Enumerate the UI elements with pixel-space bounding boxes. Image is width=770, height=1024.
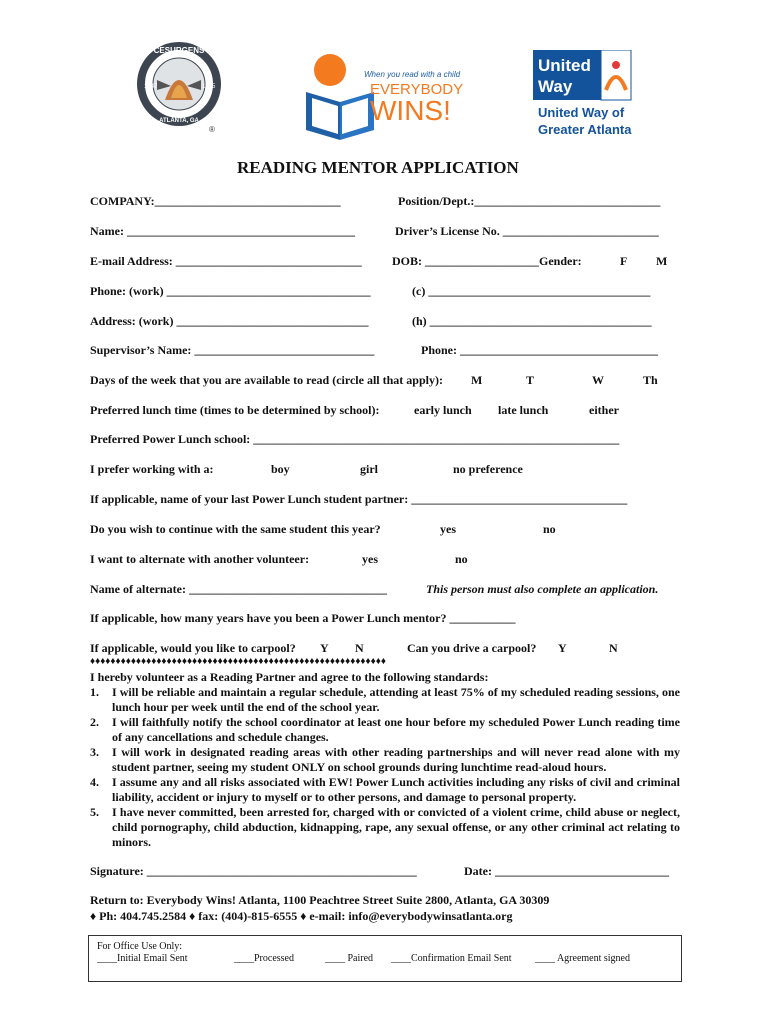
date-field[interactable]: Date: _____________________________ xyxy=(464,864,669,878)
alternate-option-yes[interactable]: yes xyxy=(362,552,378,566)
email-field[interactable]: E-mail Address: _______________________________ xyxy=(90,254,362,268)
position-field[interactable]: Position/Dept.:_______________________________ xyxy=(398,194,661,208)
address-work-field[interactable]: Address: (work) ________________________________ xyxy=(90,314,369,328)
united-way-logo xyxy=(533,50,643,140)
office-use-box xyxy=(88,935,682,982)
phone-work-field[interactable]: Phone: (work) __________________________________ xyxy=(90,284,371,298)
continue-option-yes[interactable]: yes xyxy=(440,522,456,536)
supervisor-phone-field[interactable]: Phone: _________________________________ xyxy=(421,343,658,357)
drive-n-option[interactable]: N xyxy=(609,641,618,655)
everybody-wins-logo xyxy=(302,50,474,140)
ew-tagline: When you read with a child xyxy=(364,70,461,79)
agreement-item-text: I assume any and all risks associated with EW! Power Lunch activities including any risks of civil and criminal liability, accident or injury to myself or to other persons, and damage to personal property. xyxy=(112,775,680,804)
office-paired[interactable]: ____ Paired xyxy=(325,953,374,964)
agreement-item xyxy=(90,805,680,850)
uw-line1: United xyxy=(538,56,591,75)
agreement-item xyxy=(90,775,680,805)
seal-registered: ® xyxy=(209,125,215,134)
alternate-name-field[interactable]: Name of alternate: _________________________________ xyxy=(90,582,387,596)
agreement-item-text: I have never committed, been arrested for, charged with or convicted of a violent crime, child abuse or neglect, child pornography, child abduction, kidnapping, rape, any sexual offense, or any other criminal act relating to minors. xyxy=(112,805,680,849)
agreement-item-text: I will faithfully notify the school coordinator at least one hour before my scheduled Power Lunch reading time of any cancellations and schedule changes. xyxy=(112,715,680,744)
uw-sub1: United Way of xyxy=(538,105,625,120)
office-initial-email[interactable]: ____Initial Email Sent xyxy=(97,953,188,964)
day-option-th[interactable]: Th xyxy=(643,373,658,387)
day-option-w[interactable]: W xyxy=(592,373,604,387)
prefer-option-none[interactable]: no preference xyxy=(453,462,523,476)
lunch-option-early[interactable]: early lunch xyxy=(414,403,472,417)
prefer-option-boy[interactable]: boy xyxy=(271,462,290,476)
seal-mid-text: ATLANTA, GA xyxy=(159,118,199,124)
agreement-list xyxy=(90,685,680,850)
alternate-option-no[interactable]: no xyxy=(455,552,468,566)
agreement-item-number: 3. xyxy=(90,745,99,759)
agreement-item-text: I will be reliable and maintain a regular schedule, attending at least 75% of my scheduled reading sessions, one lunch hour per week until the end of the school year. xyxy=(112,685,680,714)
continue-option-no[interactable]: no xyxy=(543,522,556,536)
agreement-item-number: 1. xyxy=(90,685,99,699)
day-option-t[interactable]: T xyxy=(526,373,535,387)
drive-label: Can you drive a carpool? xyxy=(407,641,537,655)
years-field[interactable]: If applicable, how many years have you been a Power Lunch mentor? ___________ xyxy=(90,611,516,625)
school-field[interactable]: Preferred Power Lunch school: _____________________________________________________________ xyxy=(90,432,620,446)
prefer-label: I prefer working with a: xyxy=(90,462,214,476)
diamond-divider: ♦♦♦♦♦♦♦♦♦♦♦♦♦♦♦♦♦♦♦♦♦♦♦♦♦♦♦♦♦♦♦♦♦♦♦♦♦♦♦♦♦♦♦♦♦♦♦♦♦♦♦♦♦♦♦♦♦♦ xyxy=(90,656,386,667)
continue-label: Do you wish to continue with the same student this year? xyxy=(90,522,381,536)
name-field[interactable]: Name: ______________________________________ xyxy=(90,224,355,238)
agreement-item xyxy=(90,745,680,775)
agreement-item xyxy=(90,715,680,745)
drive-y-option[interactable]: Y xyxy=(558,641,567,655)
page-title: READING MENTOR APPLICATION xyxy=(237,158,519,177)
days-label: Days of the week that you are available to read (circle all that apply): xyxy=(90,373,443,387)
seal-year-left: 1847 xyxy=(144,84,158,90)
agreement-item-number: 5. xyxy=(90,805,99,819)
last-partner-field[interactable]: If applicable, name of your last Power Lunch student partner: ____________________________________ xyxy=(90,492,628,506)
uw-sub2: Greater Atlanta xyxy=(538,122,632,137)
office-use-title: For Office Use Only: xyxy=(97,941,183,952)
carpool-n-option[interactable]: N xyxy=(355,641,364,655)
lunch-option-late[interactable]: late lunch xyxy=(498,403,549,417)
office-processed[interactable]: ____Processed xyxy=(234,953,294,964)
company-field[interactable]: COMPANY:_______________________________ xyxy=(90,194,341,208)
office-agreement-signed[interactable]: ____ Agreement signed xyxy=(535,953,630,964)
phone-cell-field[interactable]: (c) _____________________________________ xyxy=(412,284,651,298)
ew-line1: EVERYBODY xyxy=(370,81,464,98)
license-field[interactable]: Driver’s License No. __________________________ xyxy=(395,224,659,238)
carpool-y-option[interactable]: Y xyxy=(320,641,329,655)
agreement-item-number: 4. xyxy=(90,775,99,789)
office-confirmation-email[interactable]: ____Confirmation Email Sent xyxy=(391,953,512,964)
alternate-label: I want to alternate with another volunteer: xyxy=(90,552,310,566)
prefer-option-girl[interactable]: girl xyxy=(360,462,378,476)
day-option-m[interactable]: M xyxy=(471,373,483,387)
seal-top-text: CESURGENS xyxy=(153,46,205,55)
ew-line2: WINS! xyxy=(370,95,451,126)
agreement-intro: I hereby volunteer as a Reading Partner and agree to the following standards: xyxy=(90,670,489,684)
gender-m-option[interactable]: M xyxy=(656,254,668,268)
alternate-note: This person must also complete an application. xyxy=(426,582,659,596)
dob-field[interactable]: DOB: ___________________Gender: xyxy=(392,254,582,268)
address-home-field[interactable]: (h) _____________________________________ xyxy=(412,314,652,328)
agreement-item xyxy=(90,685,680,715)
signature-field[interactable]: Signature: _____________________________________________ xyxy=(90,864,417,878)
city-seal-logo xyxy=(135,40,225,135)
contact-line: ♦ Ph: 404.745.2584 ♦ fax: (404)-815-6555 ♦ e-mail: info@everybodywinsatlanta.org xyxy=(90,909,513,923)
gender-f-option[interactable]: F xyxy=(620,254,628,268)
seal-year-right: 1845 xyxy=(202,84,216,90)
return-address: Return to: Everybody Wins! Atlanta, 1100 Peachtree Street Suite 2800, Atlanta, GA 30309 xyxy=(90,893,550,907)
agreement-item-number: 2. xyxy=(90,715,99,729)
lunch-option-either[interactable]: either xyxy=(589,403,619,417)
carpool-label: If applicable, would you like to carpool? xyxy=(90,641,296,655)
supervisor-name-field[interactable]: Supervisor’s Name: ______________________________ xyxy=(90,343,375,357)
lunch-label: Preferred lunch time (times to be determined by school): xyxy=(90,403,380,417)
agreement-item-text: I will work in designated reading areas with other reading partnerships and will never read alone with my student partner, seeing my student ONLY on school grounds during lunchtime read-aloud hours. xyxy=(112,745,680,774)
uw-line2: Way xyxy=(538,77,573,96)
